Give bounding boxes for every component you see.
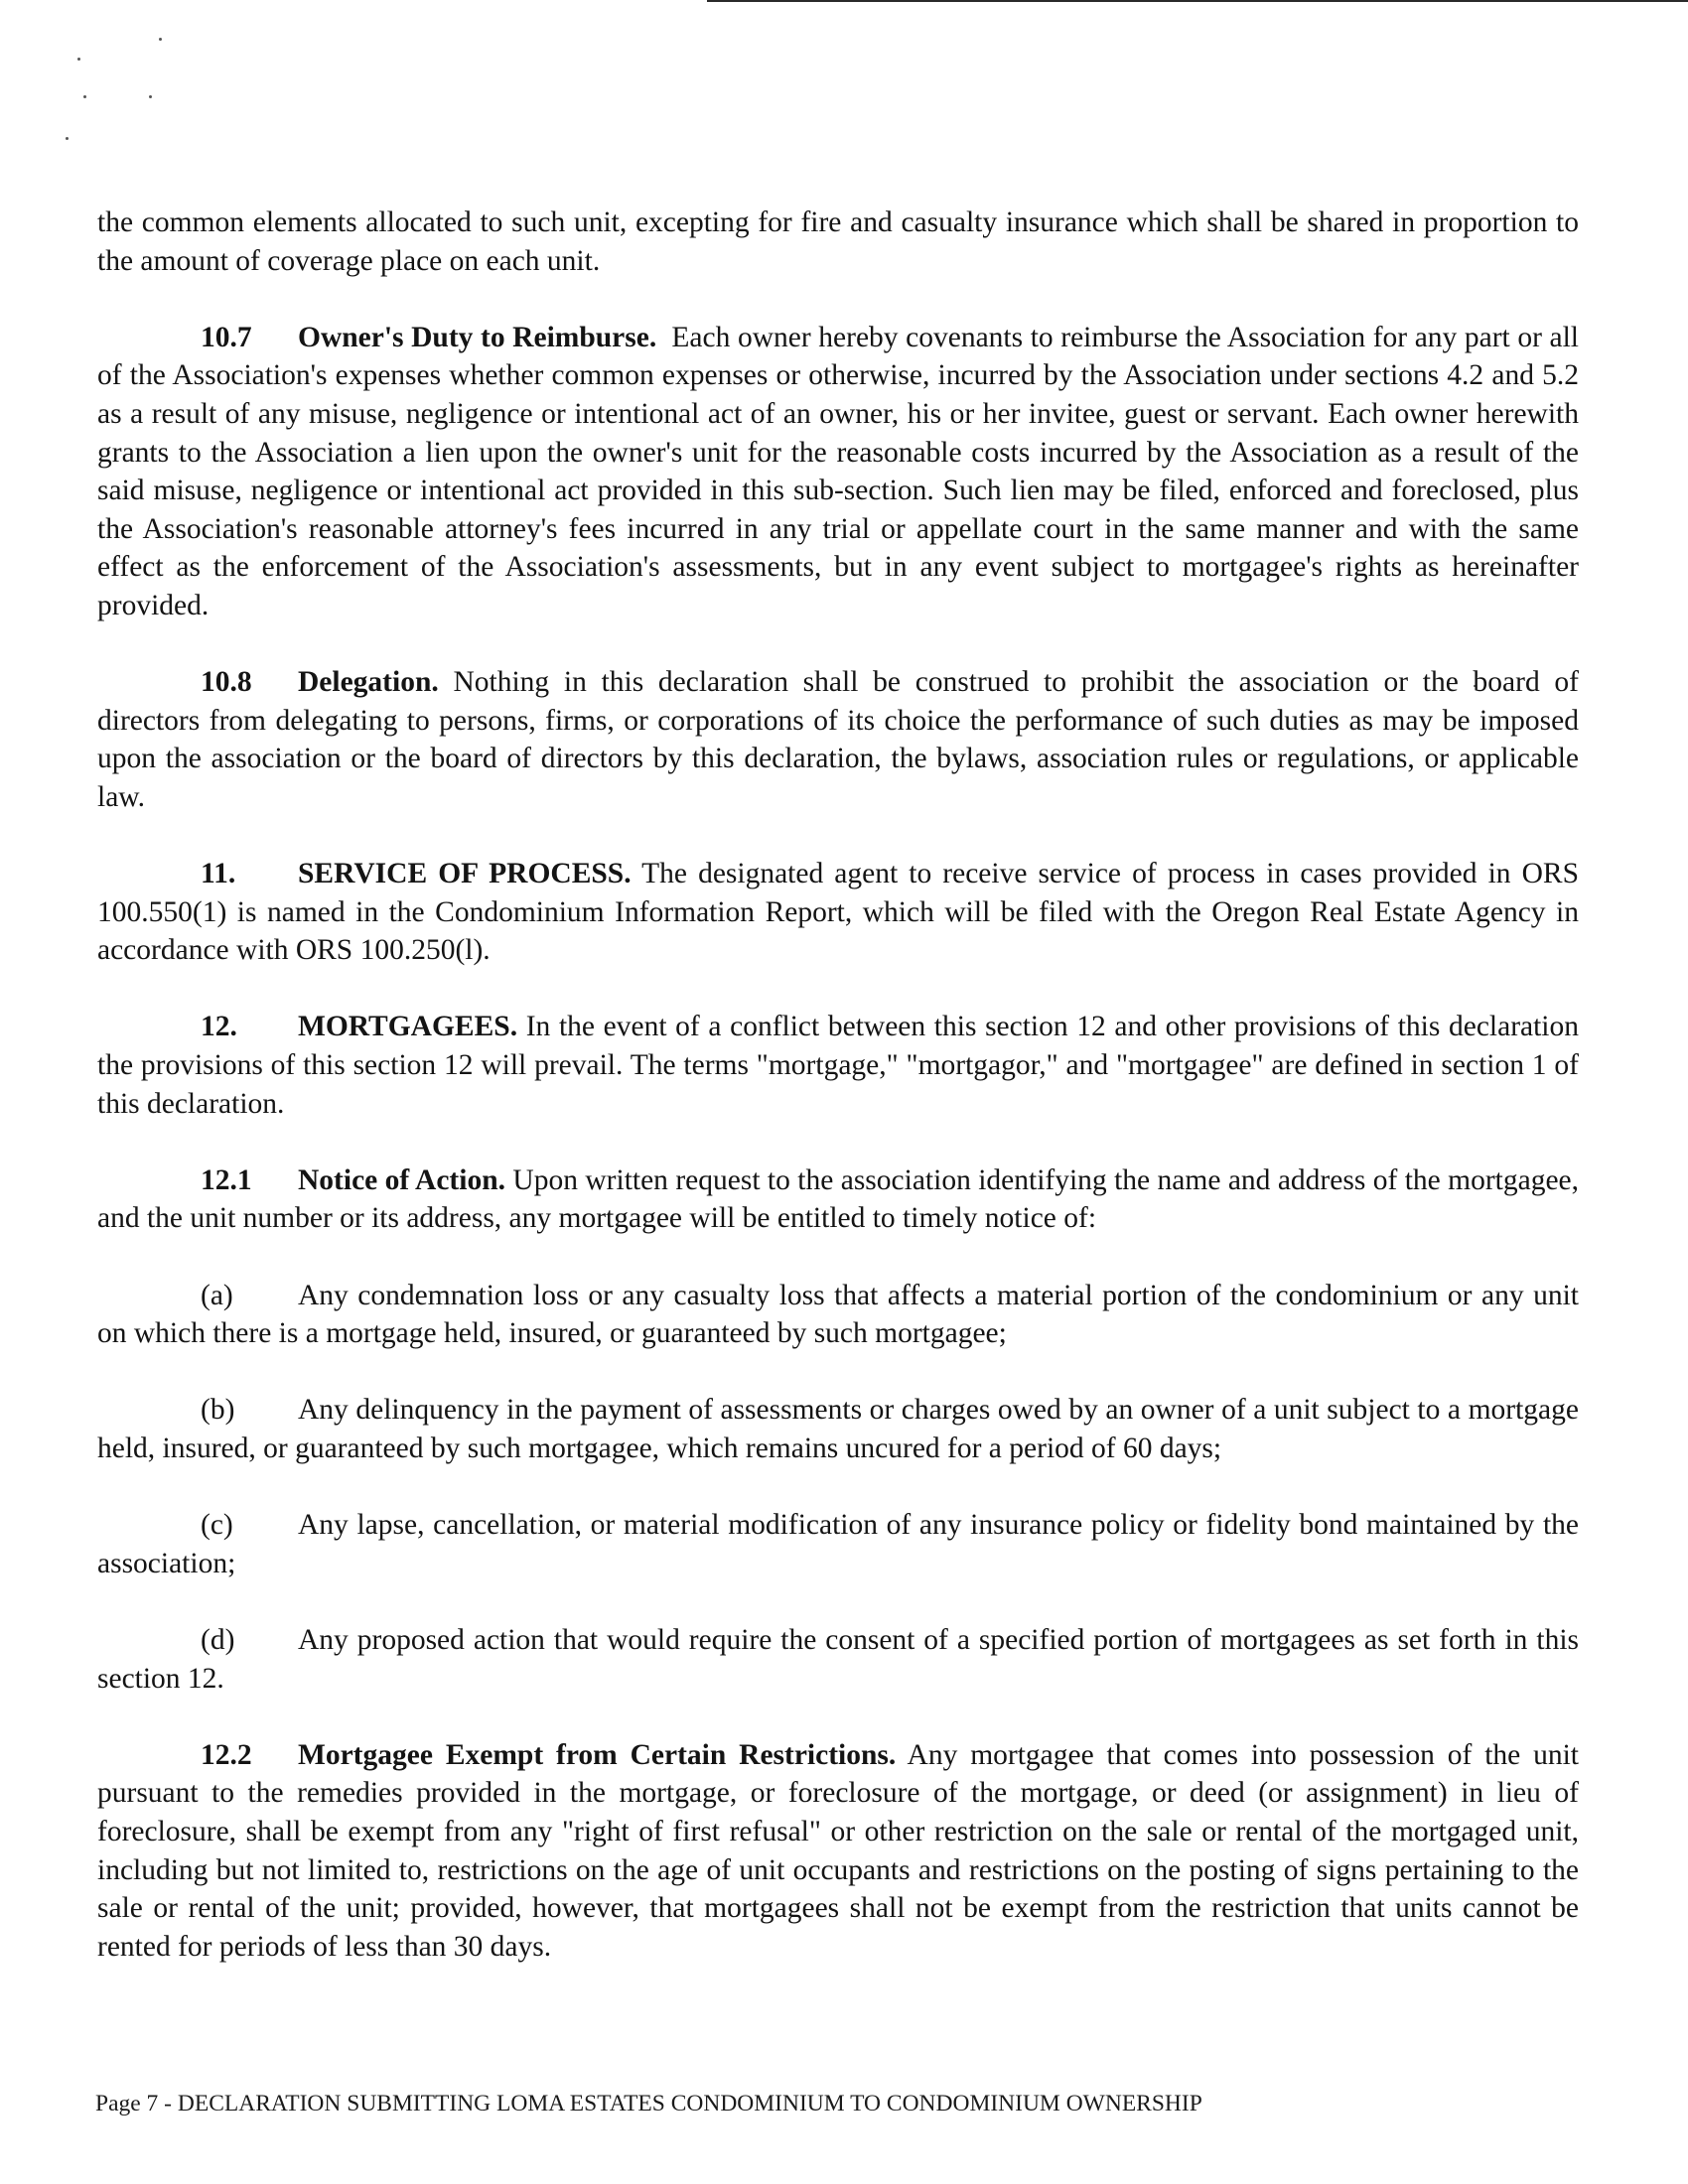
section-title: Mortgagee Exempt from Certain Restrictions. xyxy=(298,1738,897,1771)
list-item-label: (d) xyxy=(201,1623,235,1656)
section-12-paragraph xyxy=(97,1008,1579,1123)
list-item-label: (a) xyxy=(201,1279,233,1311)
intro-paragraph: the common elements allocated to such unit, excepting for fire and casualty insurance which shall be shared in proportion to the amount of coverage place on each unit. xyxy=(97,206,1579,277)
list-item-label: (c) xyxy=(201,1509,233,1542)
list-item-label: (b) xyxy=(201,1394,235,1427)
page-footer: Page 7 - DECLARATION SUBMITTING LOMA ESTATES CONDOMINIUM TO CONDOMINIUM OWNERSHIP xyxy=(95,2091,1202,2116)
list-item-a xyxy=(97,1277,1579,1353)
list-item-text: Any condemnation loss or any casualty loss that affects a material portion of the condominium or any unit on which there is a mortgage held, insured, or guaranteed by such mortgagee; xyxy=(97,1279,1579,1350)
section-title: Delegation. xyxy=(298,666,439,699)
section-text: The designated agent to receive service of process in cases provided in ORS 100.550(1) is named in the Condominium Information Report, which will be filed with the Oregon Real Estate Agency in accordance with ORS 100.250(l). xyxy=(97,858,1579,967)
list-item-d xyxy=(97,1621,1579,1698)
section-title: MORTGAGEES. xyxy=(298,1011,518,1043)
section-11-paragraph xyxy=(97,855,1579,970)
section-number: 10.8 xyxy=(201,666,252,699)
section-text: Each owner hereby covenants to reimburse the Association for any part or all of the Association's expenses whether common expenses or otherwise, incurred by the Association under sections 4.2 and 5.2 as a result of any misuse, negligence or intentional act of an owner, his or her invitee, guest or servant. Each owner herewith grants to the Association a lien upon the owner's unit for the reasonable costs incurred by the Association as a result of the said misuse, negligence or intentional act provided in this sub-section. Such lien may be filed, enforced and foreclosed, plus the Association's reasonable attorney's fees incurred in any trial or appellate court in the same manner and with the same effect as the enforcement of the Association's assessments, but in any event subject to mortgagee's rights as hereinafter provided. xyxy=(97,321,1579,621)
document-body xyxy=(97,204,1579,1966)
list-item-c xyxy=(97,1506,1579,1582)
section-text: In the event of a conflict between this section 12 and other provisions of this declaration the provisions of this section 12 will prevail. The terms "mortgage," "mortgagor," and "mortgagee" are defined in section 1 of this declaration. xyxy=(97,1011,1580,1120)
section-text: Nothing in this declaration shall be construed to prohibit the association or the board of directors from delegating to persons, firms, or corporations of its choice the performance of such duties as may be imposed upon the association or the board of directors by this declaration, the bylaws, association rules or regulations, or applicable law. xyxy=(97,666,1579,813)
section-title: Notice of Action. xyxy=(298,1163,505,1196)
section-number: 12.2 xyxy=(201,1738,252,1771)
section-number: 12.1 xyxy=(201,1163,252,1196)
list-item-b xyxy=(97,1391,1579,1467)
section-12-2-paragraph xyxy=(97,1736,1579,1967)
scan-speck xyxy=(149,95,152,98)
section-number: 10.7 xyxy=(201,321,252,353)
scan-speck xyxy=(159,38,162,41)
scan-speck xyxy=(77,58,80,61)
section-text: Any mortgagee that comes into possession of the unit pursuant to the remedies provided in the mortgage, or foreclosure of the mortgage, or deed (or assignment) in lieu of foreclosure, shall be exempt from any "right of first refusal" or other restriction on the sale or rental of the mortgaged unit, including but not limited to, restrictions on the age of unit occupants and restrictions on the posting of signs pertaining to the sale or rental of the unit; provided, however, that mortgagees shall not be exempt from the restriction that units cannot be rented for periods of less than 30 days. xyxy=(97,1738,1580,1963)
list-item-text: Any delinquency in the payment of assessments or charges owed by an owner of a unit subject to a mortgage held, insured, or guaranteed by such mortgagee, which remains uncured for a period of 60 days; xyxy=(97,1394,1579,1464)
section-12-1-paragraph xyxy=(97,1161,1579,1238)
section-number: 11. xyxy=(201,858,236,890)
list-item-text: Any proposed action that would require the consent of a specified portion of mortgagees as set forth in this section 12. xyxy=(97,1623,1579,1695)
section-number: 12. xyxy=(201,1011,237,1043)
scan-speck xyxy=(66,137,69,140)
section-10-8-paragraph xyxy=(97,663,1579,816)
list-item-text: Any lapse, cancellation, or material modification of any insurance policy or fidelity bond maintained by the association; xyxy=(97,1509,1579,1579)
section-title: SERVICE OF PROCESS. xyxy=(298,858,632,890)
section-text: Upon written request to the association identifying the name and address of the mortgagee, and the unit number or its address, any mortgagee will be entitled to timely notice of: xyxy=(97,1163,1580,1235)
top-scan-rule xyxy=(707,0,1688,2)
section-title: Owner's Duty to Reimburse. xyxy=(298,321,657,353)
scan-speck xyxy=(83,95,86,98)
section-10-7-paragraph xyxy=(97,319,1579,625)
